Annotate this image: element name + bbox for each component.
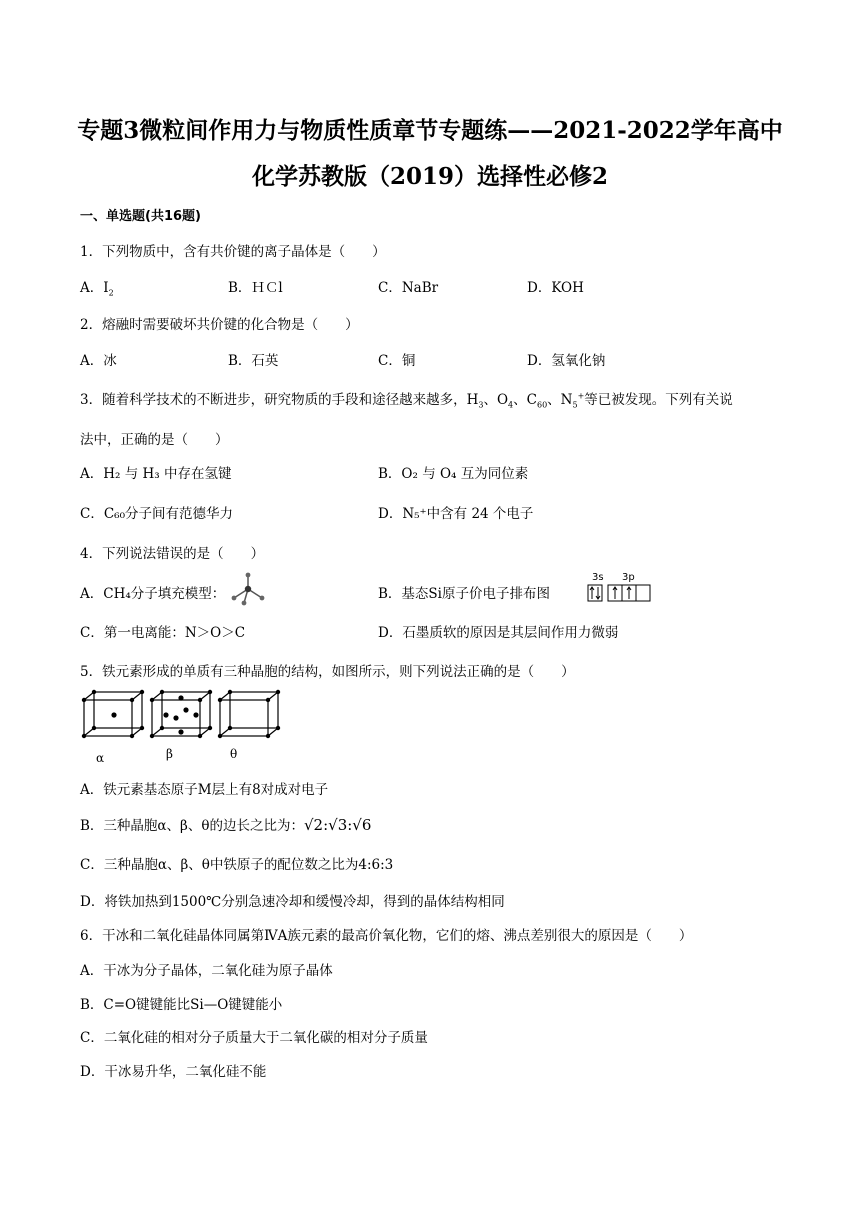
q2-option-a: A．冰	[80, 353, 117, 369]
orbital-label-3p: 3p	[622, 572, 635, 583]
q2-stem: 2．熔融时需要破坏共价键的化合物是（ ）	[80, 317, 359, 333]
q3-option-d: D．N₅⁺中含有 24 个电子	[378, 506, 534, 522]
orbital-label-3s: 3s	[592, 572, 604, 583]
q5-option-b: B．三种晶胞α、β、θ的边长之比为：√2:√3:√6	[80, 816, 372, 834]
section-heading: 一、单选题(共16题)	[80, 209, 201, 224]
q2-option-d: D．氢氧化钠	[527, 353, 606, 369]
ch4-model-icon	[226, 571, 270, 607]
q4-option-c: C．第一电离能：N＞O＞C	[80, 625, 246, 641]
q1-option-b: B．ＨＣl	[228, 280, 283, 296]
q3-stem-line-2: 法中，正确的是（ ）	[80, 432, 229, 448]
q1-stem: 1．下列物质中，含有共价键的离子晶体是（ ）	[80, 244, 386, 260]
title-line-1: 专题3微粒间作用力与物质性质章节专题练——2021-2022学年高中	[77, 117, 783, 144]
q2-option-c: C．铜	[378, 353, 416, 369]
orbital-diagram-icon	[586, 570, 658, 606]
q1-option-a: A．$I_2$	[80, 280, 114, 298]
q4-option-a: A．CH₄分子填充模型：	[80, 586, 226, 602]
q5-option-d: D．将铁加热到1500℃分别急速冷却和缓慢冷却，得到的晶体结构相同	[80, 894, 505, 910]
q6-option-a: A．干冰为分子晶体，二氧化硅为原子晶体	[80, 963, 333, 979]
label-alpha: α	[96, 751, 105, 765]
q6-stem: 6．干冰和二氧化硅晶体同属第ⅣA族元素的最高价氧化物，它们的熔、沸点差别很大的原因是（ ）	[80, 928, 693, 944]
q3-option-b: B．O₂ 与 O₄ 互为同位素	[378, 466, 529, 482]
q5-stem: 5．铁元素形成的单质有三种晶胞的结构，如图所示，则下列说法正确的是（ ）	[80, 664, 575, 680]
crystal-cells-figure	[80, 688, 290, 768]
q5-option-c: C．三种晶胞α、β、θ中铁原子的配位数之比为4:6:3	[80, 857, 394, 873]
q6-option-d: D．干冰易升华，二氧化硅不能	[80, 1064, 267, 1080]
q3-option-c: C．C₆₀分子间有范德华力	[80, 506, 233, 522]
q3-stem-line-1: 3．随着科学技术的不断进步，研究物质的手段和途径越来越多，$H_3$、$O_4$、$C_{60}$、$N_5^+$等已被发现。下列有关说	[80, 391, 733, 410]
q1-option-d: D．KOH	[527, 280, 584, 296]
label-theta: θ	[230, 747, 238, 761]
label-beta: β	[166, 747, 173, 761]
q4-option-d: D．石墨质软的原因是其层间作用力微弱	[378, 625, 619, 641]
q6-option-b: B．C=O键键能比Si—O键键能小	[80, 997, 283, 1013]
title-line-2: 化学苏教版（2019）选择性必修2	[251, 163, 609, 190]
q3-option-a: A．H₂ 与 H₃ 中存在氢键	[80, 466, 232, 482]
q1-option-c: C．NaBr	[378, 280, 439, 296]
q4-stem: 4．下列说法错误的是（ ）	[80, 546, 265, 562]
q6-option-c: C．二氧化硅的相对分子质量大于二氧化碳的相对分子质量	[80, 1030, 428, 1046]
q5-option-a: A．铁元素基态原子M层上有8对成对电子	[80, 782, 329, 798]
q4-option-b: B．基态Si原子价电子排布图	[378, 586, 550, 602]
q2-option-b: B．石英	[228, 353, 279, 369]
